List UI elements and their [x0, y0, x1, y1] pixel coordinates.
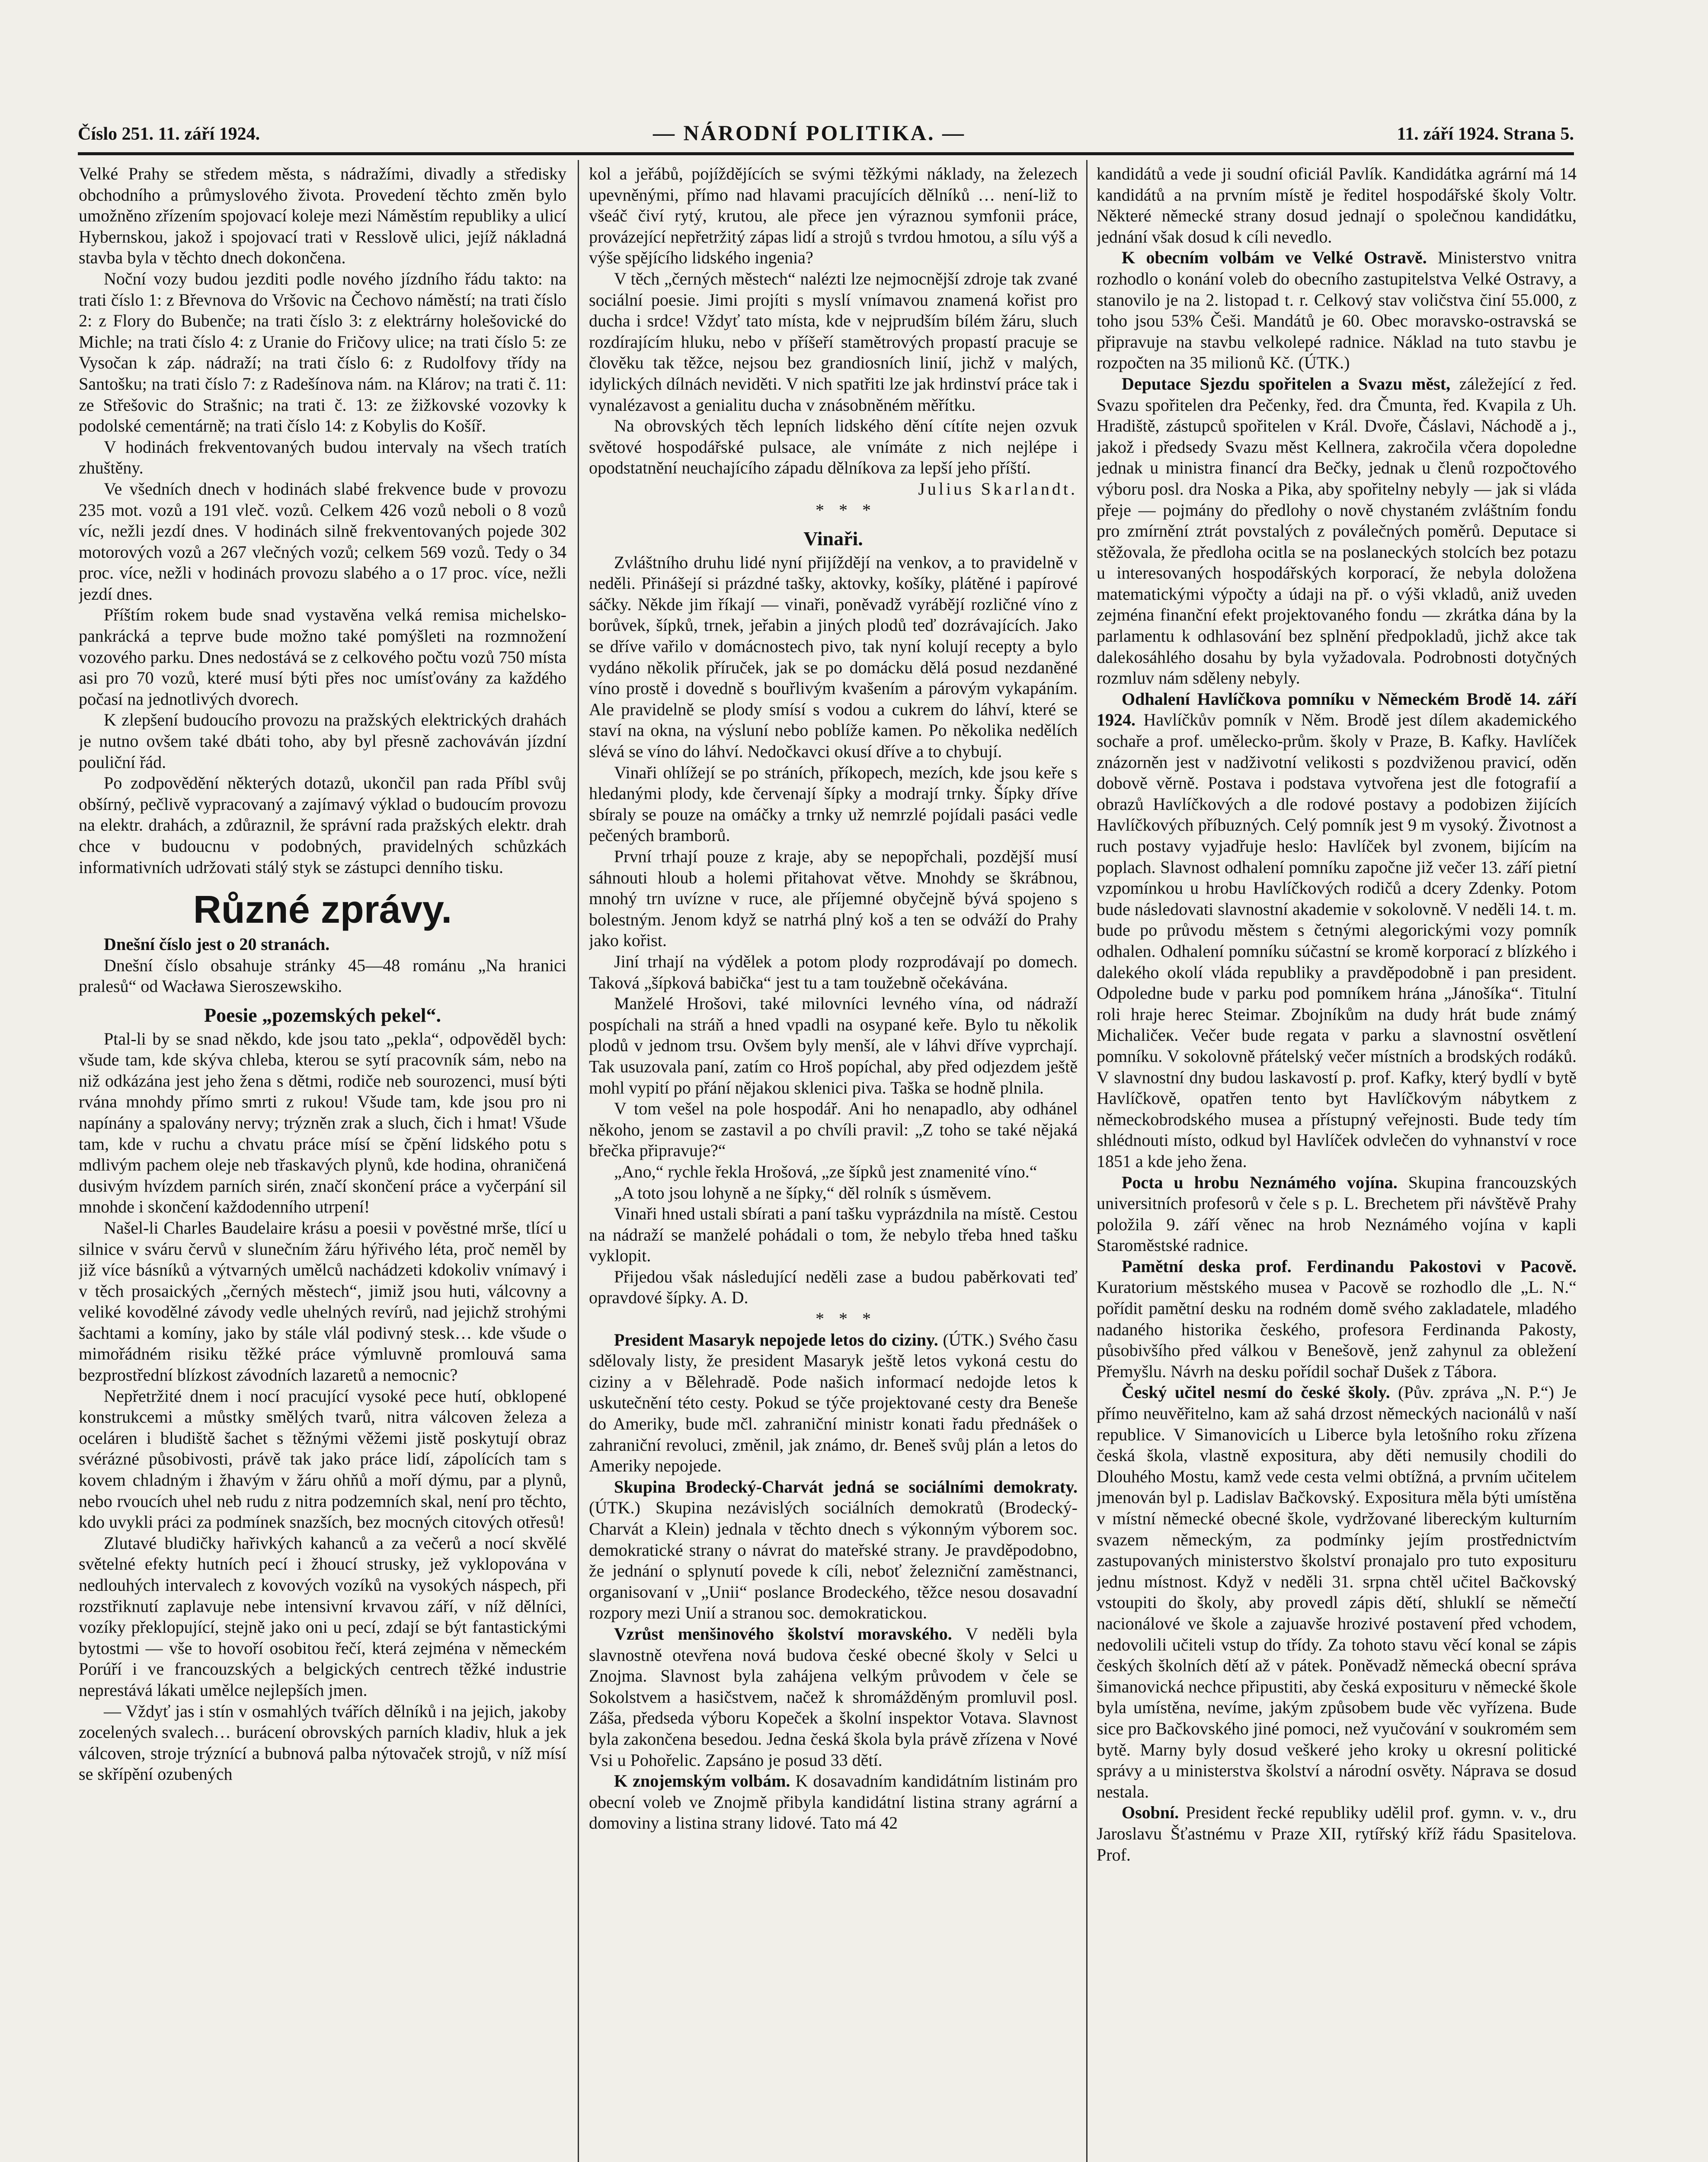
paragraph: Nepřetržité dnem i nocí pracující vysoké pece hutí, obklopené konstrukcemi a můstky smělých tvarů, nitra válcoven železa a oceláren i bludiště šachet s těžnými věžemi jistě poskytují obraz svérázné působivosti, právě tak jako práce lidí, zápolících tam s kovem chladným i žhavým v žáru ohňů a moří dýmu, par a plynů, nebo rvoucích uhel neb rudu z nitra podzemních skal, není pro těchto, kdo uvykli práci za podmínek snazších, bez mocných citových otřesů! [79, 1386, 566, 1532]
page-header [78, 120, 1574, 148]
news-headline: President Masaryk nepojede letos do ciziny. [614, 1330, 938, 1350]
news-text: President řecké republiky udělil prof. gymn. v. v., dru Jaroslavu Šťastnému v Praze XII, rytířský kříž řádu Spasitelova. Prof. [1097, 1803, 1577, 1865]
news-headline: Skupina Brodecký-Charvát jedná se sociálními demokraty. [614, 1477, 1078, 1497]
separator: * * * [816, 500, 876, 520]
paragraph: Dnešní číslo obsahuje stránky 45—48 románu „Na hranici pralesů“ od Wacława Sieroszewskiho. [79, 955, 566, 996]
separator: * * * [816, 1309, 876, 1329]
paragraph: V tom vešel na pole hospodář. Ani ho nenapadlo, aby odhánel někoho, jenom se zastavil a po chvíli pravil: „Z toho se také nějaká břečka připravuje?“ [589, 1099, 1078, 1161]
news-text: záležející z řed. Svazu spořitelen dra Pečenky, řed. dra Čmunta, řed. Kvapila z Uh. Hradiště, zástupců spořitelen v Král. Dvoře, Čáslavi, Náchodě a j., jakož i předsedy Svazu měst Kellnera, zakročila včera dopoledne jednak u ministra financí dra Bečky, jednak u členů rozpočtového výboru posl. dra Noska a Pika, aby spořitelny nebyly — jak si vláda přeje — pojmány do předlohy o nově chystaném zvláštním fondu pro zmírnění ztrát povstalých z poválečných poměrů. Deputace si stěžovala, že předloha ocitla se na poslaneckých stolcích bez potazu u interesovaných hospodářských korporací, že nebyla doložena matematickými výpočty a údaji na př. o výši vkladů, aniž uveden zejména finanční efekt projektovaného fondu — zkrátka dána by la parlamentu k odhlasování bez splnění předpokladů, jichž akce tak dalekosáhlého dosahu by byla vyžadovala. Podrobnosti dotyčných rozmluv nám sděleny nebyly. [1097, 374, 1577, 688]
paragraph: Vinaři hned ustali sbírati a paní tašku vyprázdnila na místě. Cestou na nádraží se manželé pohádali o tom, že nebylo třeba hned tašku vyklopit. [589, 1204, 1078, 1266]
news-headline: Deputace Sjezdu spořitelen a Svazu měst, [1122, 374, 1451, 393]
article-title: Vinaři. [803, 528, 863, 550]
paragraph: kandidátů a vede ji soudní oficiál Pavlík. Kandidátka agrární má 14 kandidátů a na prvním místě je ředitel hospodářské školy Voltr. Některé německé strany dosud jednají o společnou kandidátku, jednání však dosud k cíli nevedlo. [1097, 164, 1577, 246]
section-heading: Různé zprávy. [193, 888, 452, 932]
news-text: (Pův. zpráva „N. P.“) Je přímo neuvěřitelno, kam až sahá drzost německých nacionálů v naší republice. V Simanovicích u Liberce byla letošního roku zřízena česká škola, vlastně expositura, aby děti nemusily chodili do Dlouhého Mostu, kamž vede cesta velmi obtížná, a prvním učitelem jmenován byl p. Ladislav Bačkovský. Expositura měla býti umístěna v místní německé obecné škole, vydržované libereckým kulturním svazem německým, za podmínky jejím prostřednictvím zastupovaných ministerstvo školství pronajalo pro tuto exposituru jednu místnost. Když v neděli 31. srpna chtěl učitel Bačkovský vstoupiti do školy, aby provedl zápis dětí, shluklí se němečtí nacionálové ve škole a zajuavše hrozivé postavení před vchodem, nedovolili učiteli vstup do třídy. Za tohoto stavu věcí konal se zápis českých školních dětí až v pátek. Poněvadž německá obecní správa šimanovická nechce připustiti, aby česká exposituru v německé škole byla umístěna, nevíme, jakým způsobem bude věc vyřízena. Bude sice pro Bačkovského jiné pomoci, než vyučování v soukromém sem bytě. Marny byly dosud veškeré jeho kroky u okresní politické správy a u ministerstva školství a národní osvěty. Náprava se dosud nestala. [1097, 1382, 1577, 1801]
paragraph: Vinaři ohlížejí se po stráních, příkopech, mezích, kde jsou keře s hledanými plody, kde červenají šípky a modrají trnky. Šípky dříve sbíraly se pouze na omáčky a trnky už nemrzlé pojídali pasáci vedle pečených bramborů. [589, 762, 1078, 845]
paragraph: — Vždyť jas i stín v osmahlých tvářích dělníků i na jejich, jakoby zocelených svalech… burácení obrovských parních kladiv, hluk a jek válcoven, stroje trýznící a bubnová palba nýtovaček strojů, v níž mísí se skřípění ozubených [79, 1701, 566, 1784]
date-page-info: 11. září 1924. Strana 5. [1397, 124, 1574, 144]
masthead: — NÁRODNÍ POLITIKA. — [653, 121, 966, 145]
column-divider [1086, 160, 1087, 2162]
header-rule [78, 152, 1574, 155]
paragraph: V těch „černých městech“ nalézti lze nejmocnější zdroje tak zvané sociální poesie. Jimi projíti s myslí vnímavou znamená kořist pro ducha i srdce! Vždyť tato místa, kde v nejprudším bílém žáru, sluch rozdírajícím hluku, nebo v příšeří stamětrových propastí pracuje se člověku tak těžce, nejsou bez grandiosních linií, jichž v malých, idylických dílnách neviděti. V nich spatřiti lze jak hrdinství práce tak i vynalézavost a genialitu ducha v znásobněném měřítku. [589, 269, 1078, 415]
paragraph: Na obrovských těch lepních lidského dění cítíte nejen ozvuk světové hospodářské pulsace, ale vnímáte z nich nejlépe i opodstatnění neuchajícího západu dělníkova za lepší jeho příští. [589, 416, 1078, 478]
news-text: Kuratorium městského musea v Pacově se rozhodlo dle „L. N.“ pořídit pamětní desku na rodném domě svého zakladatele, mladého nadaného historika českého, profesora Ferdinanda Pakosty, působivšího před válkou v Benešově, jenž zahynul za obležení Přemyšlu. Návrh na desku pořídil sochař Dušek z Tábora. [1097, 1277, 1577, 1381]
news-headline: Odhalení Havlíčkova pomníku v Německém Brodě 14. září 1924. [1097, 689, 1577, 730]
paragraph: Po zodpovědění některých dotazů, ukončil pan rada Příbl svůj obšírný, pečlivě vypracovaný a zajímavý výklad o budoucím provozu na elektr. drahách, a zdůraznil, že správní rada pražských elektr. drah chce v budoucnu v podobných, pravidelných schůzkách informativních udržovati stálý styk se zástupci denního tisku. [79, 773, 566, 877]
paragraph: Našel-li Charles Baudelaire krásu a poesii v pověstné mrše, tlící u silnice v sváru červů v slunečním žáru hýřivého léta, proč neměl by již více básníků a výtvarných umělců nachádzeti kdokoliv vnímavý i v těch prosaických „černých městech“, jimiž jsou huti, válcovny a veliké kovodělné závody vedle uhelných revírů, nad jejichž strohými šachtami a komíny, jako by stále vlál podivný stesk… kde všude o mimořádném risiku těžké práce výmluvně promlouvá sama bezprostřední blízkost závodních lazaretů a nemocnic? [79, 1218, 566, 1385]
article-title: Poesie „pozemských pekel“. [204, 1004, 441, 1026]
news-headline: K znojemským volbám. [614, 1771, 790, 1791]
paragraph: „A toto jsou lohyně a ne šípky,“ děl rolník s úsměvem. [614, 1183, 992, 1203]
column-divider [578, 160, 579, 2162]
column-1 [79, 163, 566, 2162]
column-2 [589, 163, 1078, 2162]
paragraph: První trhají pouze z kraje, aby se nepopřchali, pozdější musí sáhnouti hloub a holemi přitahovat větve. Mnohdy se škrábnou, mnohý trn uvízne v ruce, ale příjemné obyčejně bývá spojeno s bolestným. Jenom když se natrhá plný koš a ten se odváží do Prahy jako kořist. [589, 847, 1078, 950]
paragraph: Přijedou však následující neděli zase a budou paběrkovati teď opravdové šípky. A. D. [589, 1266, 1078, 1308]
news-text: (ÚTK.) Svého času sdělovaly listy, že president Masaryk ještě letos vykoná cestu do ciziny a v Bělehradě. Pode našich informací nedojde letos k uskutečnění této cesty. Pokud se týče projektované cesty dra Beneše do Ameriky, bude mčl. zahraniční ministr konati řadu přednášek o zahraniční revoluci, změnil, jak známo, dr. Beneš svůj plán a letos do Ameriky nepojede. [589, 1330, 1078, 1476]
news-text: K dosavadním kandidátním listinám pro obecní voleb ve Znojmě přibyla kandidátní listina strany agrární a domoviny a listina strany lidové. Tato má 42 [589, 1771, 1078, 1833]
news-text: (ÚTK.) Skupina nezávislých sociálních demokratů (Brodecký-Charvát a Klein) jednala v těchto dnech s výkonným výborem soc. demokratické strany o návrat do mateřské strany. Je pravděpodobno, že jednání o splynutí povede k cíli, neboť železniční zaměstnanci, organisovaní v „Unii“ poslance Brodeckého, těžce nesou dosavadní rozpory mezi Unií a stranou soc. demokratickou. [589, 1498, 1078, 1623]
paragraph: Manželé Hrošovi, také milovníci levného vína, od nádraží pospíchali na stráň a hned vpadli na osypané keře. Bylo tu několik plodů v jednom trsu. Ovšem byly menší, ale v láhvi dříve vyprchají. Tak usuzovala paní, zatím co Hroš popíchal, aby před odjezdem ještě mohl vypití po přání nějakou sklenici piva. Taška se hodně plnila. [589, 994, 1078, 1097]
paragraph: „Ano,“ rychle řekla Hrošová, „ze šípků jest znamenité víno.“ [614, 1161, 1037, 1181]
paragraph: Ptal-li by se snad někdo, kde jsou tato „pekla“, odpověděl bych: všude tam, kde skýva chleba, kterou se sytí pracovník sám, nebo na niž odkázána jest jeho žena s dětmi, rodiče neb sourozenci, musí býti rvána mnohdy přímo smrti z rukou! Všude tam, kde jsou pro ni napínány a spalovány nervy; trýzněn zrak a sluch, čich i hmat! Všude tam, kde v ruchu a chvatu práce mísí se čpění lidského potu s mdlivým pachem oleje neb třaskavých plynů, kde hodina, ohraničená dusivým hvízdem parních sirén, značí skončení práce a vyčerpání sil mnohde i skončení každodenního utrpení! [79, 1029, 566, 1217]
paragraph: kol a jeřábů, pojíždějících se svými těžkými náklady, na železech upevněnými, přímo nad hlavami pracujících dělníků … není-liž to všeáč čiví rytý, krutou, ale přece jen výraznou symfonii práce, provázející nepřetržitý zápas lidí a strojů s tvrdou hmotou, a sílu výš a výše spějícího lidského ingenia? [589, 164, 1078, 268]
paragraph: Zvláštního druhu lidé nyní přijíždějí na venkov, a to pravidelně v neděli. Přinášejí si prázdné tašky, aktovky, košíky, plátěné i papírové sáčky. Někde jim říkají — vinaři, poněvadž vyrábějí rozličné víno z borůvek, šípků, trnek, jeřabin a jiných plodů teď dozrávajících. Jako se dříve vařilo v domácnostech pivo, tak nyní kolují recepty a bylo vydáno několik příruček, jak se po domácku dělá posud nezdaněné víno prostě i dovedně s bouřlivým kvašením a párovým vykapáním. Ale pravidelně se plody smísí s vodou a cukrem do láhví, které se staví na okna, na výsluní nebo poblíže kamen. Po několika nedělích slévá se víno do láhví. Nedočkavci okusí dříve a to chybují. [589, 552, 1078, 761]
paragraph: Noční vozy budou jezditi podle nového jízdního řádu takto: na trati číslo 1: z Břevnova do Vršovic na Čechovo náměstí; na trati číslo 2: z Flory do Bubenče; na trati číslo 3: z elektrárny holešovické do Michle; na trati číslo 4: z Uranie do Fričovy ulice; na trati číslo 5: ze Vysočan k záp. nádraží; na trati číslo 6: z Rudolfovy třídy na Santošku; na trati číslo 7: z Radešínova nám. na Klárov; na trati č. 11: ze Střešovic do Strašnic; na trati č. 13: ze žižkovské vozovky k podolské cementárně; na trati číslo 14: z Kobylis do Košíř. [79, 269, 566, 436]
paragraph: K zlepšení budoucího provozu na pražských elektrických drahách je nutno ovšem také dbáti toho, aby byl přesně zachováván jízdní pouliční řád. [79, 710, 566, 772]
paragraph: Ve všedních dnech v hodinách slabé frekvence bude v provozu 235 mot. vozů a 191 vleč. vozů. Celkem 426 vozů neboli o 8 vozů víc, nežli jezdí dnes. V hodinách silně frekventovaných pojede 302 motorových vozů a 267 vlečných vozů; celkem 569 vozů. Tedy o 34 proc. více, nežli v hodinách provozu slabého a o 17 proc. více, nežli jezdí dnes. [79, 479, 566, 604]
paragraph: V hodinách frekventovaných budou intervaly na všech tratích zhuštěny. [79, 437, 566, 478]
news-text: Ministerstvo vnitra rozhodlo o konání voleb do obecního zastupitelstva Velké Ostravy, a stanovilo je na 2. listopad t. r. Celkový stav voličstva činí 55.000, z toho jsou 53% Češi. Mandátů je 60. Obec moravsko-ostravská se připravuje na stavbu velkolepé radnice. Náklad na tuto stavbu je rozpočten na 35 milionů Kč. (ÚTK.) [1097, 248, 1577, 373]
author-signature: Julius Skarlandt. [918, 479, 1078, 499]
paragraph: Příštím rokem bude snad vystavěna velká remisa michelsko-pankrácká a teprve bude možno také pomýšleti na rozmnožení vozového parku. Dnes nedostává se z celkového počtu vozů 750 místa asi pro 70 vozů, které musí býti přes noc umísťovány za každého počasí na jednotlivých dvorech. [79, 605, 566, 709]
column-3 [1097, 163, 1577, 2162]
news-headline: Osobní. [1122, 1803, 1179, 1823]
news-headline: Pamětní deska prof. Ferdinandu Pakostovi v Pacově. [1122, 1256, 1577, 1276]
news-headline: Pocta u hrobu Neznámého vojína. [1122, 1172, 1398, 1192]
news-text: Skupina francouzských universitních profesorů v čele s p. L. Brechetem při návštěvě Prahy položila 9. září věnec na hrob Neznámého vojína v kapli Staroměstské radnice. [1097, 1172, 1577, 1255]
news-text: Havlíčkův pomník v Něm. Brodě jest dílem akademického sochaře a prof. umělecko-prům. školy v Praze, B. Kafky. Havlíček znázorněn jest v nadživotní velikosti s pozdviženou pravicí, oděn dobově věrně. Postava i podstava vytvořena jest dle fotografií a obrazů Havlíčkových a dle rodové postavy a podobizen žijících Havlíčkových příbuzných. Celý pomník jest 9 m vysoký. Životnost a ruch postavy vyjadřuje heslo: Havlíček byl zvonem, bijícím na poplach. Slavnost odhalení pomníku započne již večer 13. září pietní vzpomínkou u hrobu Havlíčkových rodičů a dcery Zdenky. Potom bude následovati slavnostní akademie v sokolovně. V neděli 14. t. m. bude po průvodu městem s četnými alegorickými vozy pomník odhalen. Odhalení pomníku súčastní se kromě korporací z blízkého i dalekého okolí vláda republiky a pravděpodobně i pan president. Odpoledne bude v parku pod pomníkem hrána „Jánošíka“. Titulní roli hraje herec Steimar. Zbojníkům na dudy hrát bude známý Michaličeк. Večer bude regata v parku a slavnostní osvětlení pomníku. V sokolovně přátelský večer místních a brodských rodáků. V slavnostní dny budou laskavostí p. prof. Kafky, který bydlí v bytě Havlíčkově, opatřen tento byt Havlíčkovým nábytkem z německobrodského musea a přístupný veřejnosti. Bude tedy tím shlédnouti místo, odkud byl Havlíček odvlečen do vyhnanství v roce 1851 a kde jeho žena. [1097, 710, 1577, 1171]
news-text: V neděli byla slavnostně otevřena nová budova české obecné školy v Selci u Znojma. Slavnost byla zahájena velkým průvodem v čele se Sokolstvem a hasičstvem, načež k shromážděným promluvil posl. Záša, předseda výboru Kopeček a školní inspektor Votava. Slavnost byla zakončena besedou. Jedna česká škola byla právě zřízena v Nové Vsi u Pohořelic. Zapsáno je posud 33 dětí. [589, 1624, 1078, 1770]
paragraph: Jiní trhají na výdělek a potom plody rozprodávají po domech. Taková „šípková babička“ jest tu a tam toužebně očekávána. [589, 951, 1078, 992]
paragraph: Zlutavé bludičky hařivkých kahanců a za večerů a nocí skvělé světelné efekty hutních pecí i žhoucí strusky, jež vyklopována v nedlouhých intervalech z kovových vozíků na vysokých náspech, při rozstřiknutí zaplavuje nebe intensivní krvavou září, v níž dělníci, vozíky překlopující, stejně jako oni u pecí, zdají se být fantastickými bytostmi — vše to hovoří osobitou řečí, která zejména v německém Porúří i ve francouzských a belgických centrech těžké industrie neprestává lákati umělce nejlepších jmen. [79, 1533, 566, 1700]
issue-info: Číslo 251. 11. září 1924. [78, 124, 260, 144]
news-headline: Dnešní číslo jest o 20 stranách. [104, 934, 330, 954]
paragraph: Velké Prahy se středem města, s nádražími, divadly a středisky obchodního a průmyslového života. Provedení těchto změn bylo umožněno zřízením spojovací koleje mezi Náměstím republiky a ulicí Hybernskou, jakož i spojovací trati v Resslově ulici, jejíž nákladná stavba byla v těchto dnech dokončena. [79, 164, 566, 268]
news-headline: K obecním volbám ve Velké Ostravě. [1122, 248, 1427, 268]
news-headline: Vzrůst menšinového školství moravského. [614, 1624, 952, 1644]
news-headline: Český učitel nesmí do české školy. [1122, 1382, 1390, 1402]
